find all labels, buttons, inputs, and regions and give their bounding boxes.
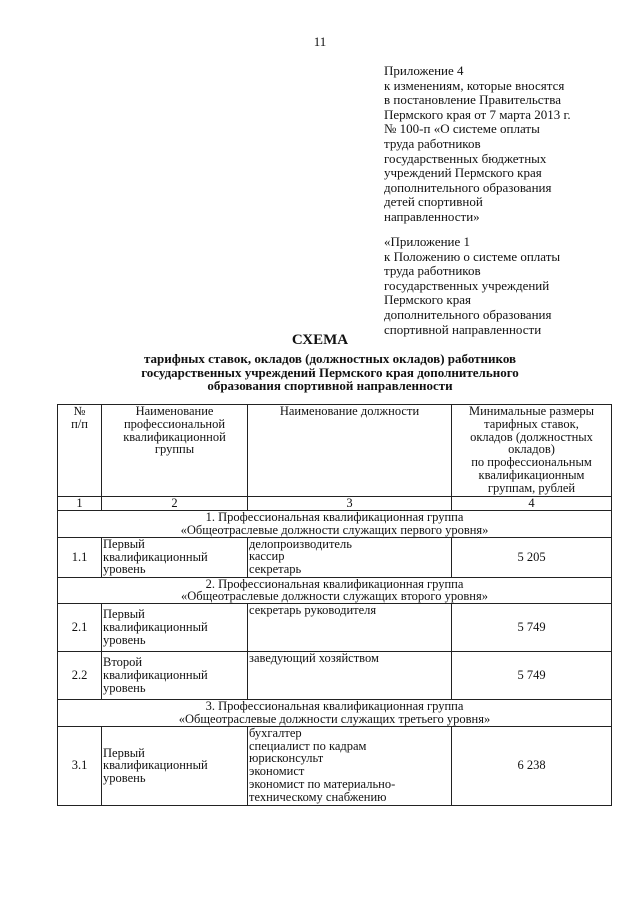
table-row [58, 537, 612, 577]
position-name: бухгалтер [249, 725, 302, 740]
subtitle-line: тарифных ставок, окладов (должностных окладов) работников [143, 351, 517, 366]
row-number: 1.1 [58, 537, 102, 577]
positions-cell [248, 604, 452, 652]
row-number: 2.2 [58, 652, 102, 700]
page-number: 11 [313, 34, 327, 49]
qualification-level [102, 652, 248, 700]
position-name: секретарь руководителя [249, 603, 377, 618]
position-name: юрисконсульт [249, 751, 324, 766]
group-heading-line: 1. Профессиональная квалификационная группа [205, 510, 464, 524]
level-line: Первый [103, 536, 145, 551]
appendix-1-line: спортивной направленности [384, 321, 542, 337]
position-name: кассир [249, 549, 285, 564]
level-line: квалификационный [103, 549, 208, 564]
table-row [58, 604, 612, 652]
group-heading-row [58, 577, 612, 604]
position-name: техническому снабжению [249, 789, 387, 804]
header-text: окладов) [508, 442, 555, 457]
column-number: 4 [452, 497, 612, 511]
qualification-level [102, 537, 248, 577]
header-text: п/п [71, 416, 88, 431]
appendix-1-line: «Приложение 1 [384, 234, 471, 249]
group-heading [58, 577, 612, 604]
group-heading-line: «Общеотраслевые должности служащих первого уровня» [180, 522, 489, 537]
header-text: Наименование [135, 404, 214, 418]
group-heading [58, 511, 612, 538]
positions-cell [248, 726, 452, 805]
position-name: специалист по кадрам [249, 738, 367, 753]
appendix-4-line: направленности» [384, 208, 480, 224]
column-number: 2 [102, 497, 248, 511]
header-num [58, 405, 102, 497]
appendix-4-line: дополнительного образования [384, 179, 552, 195]
appendix-4-line: государственных бюджетных [384, 150, 547, 166]
row-number: 2.1 [58, 604, 102, 652]
column-number: 1 [58, 497, 102, 511]
qualification-level [102, 604, 248, 652]
group-heading-row [58, 700, 612, 727]
group-heading-line: «Общеотраслевые должности служащих второго уровня» [181, 589, 488, 604]
header-position [248, 405, 452, 497]
appendix-1-line: Пермского края [384, 292, 471, 308]
positions-cell [248, 537, 452, 577]
subtitle-line: государственных учреждений Пермского края дополнительного [141, 364, 519, 380]
appendix-4-line: № 100-п «О системе оплаты [384, 121, 540, 137]
subtitle-line: образования спортивной направленности [207, 378, 453, 394]
group-heading-line: «Общеотраслевые должности служащих третьего уровня» [178, 711, 491, 726]
group-heading [58, 700, 612, 727]
level-line: уровень [103, 562, 146, 577]
level-line: уровень [103, 681, 146, 696]
position-name: экономист по материально- [249, 776, 396, 791]
group-heading-line: 3. Профессиональная квалификационная группа [205, 699, 464, 714]
level-line: уровень [103, 771, 146, 786]
appendix-1-line: труда работников [384, 263, 481, 279]
appendix-1-line: к Положению о системе оплаты [384, 248, 561, 264]
header-salary [452, 405, 612, 497]
level-line: уровень [103, 633, 146, 648]
appendix-4-line: Пермского края от 7 марта 2013 г. [384, 106, 571, 122]
appendix-4-line: в постановление Правительства [384, 92, 561, 108]
salary-value: 6 238 [452, 726, 612, 805]
appendix-1-line: государственных учреждений [384, 277, 550, 293]
appendix-4-line: Приложение 4 [384, 63, 464, 78]
qualification-level [102, 726, 248, 805]
level-line: квалификационный [103, 668, 208, 683]
level-line: квалификационный [103, 758, 208, 773]
header-text: квалификационной [123, 429, 226, 444]
appendix-4-line: детей спортивной [384, 194, 483, 210]
salary-scheme-table [57, 404, 612, 806]
appendix-1-header [384, 235, 624, 337]
table-row [58, 652, 612, 700]
header-text: окладов (должностных [470, 429, 593, 444]
header-text: тарифных ставок, [484, 416, 579, 431]
position-name: заведующий хозяйством [249, 651, 379, 666]
appendix-1-line: дополнительного образования [384, 306, 552, 322]
salary-value: 5 749 [452, 652, 612, 700]
appendix-4-line: к изменениям, которые вносятся [384, 77, 565, 93]
row-number: 3.1 [58, 726, 102, 805]
group-heading-line: 2. Профессиональная квалификационная группа [205, 576, 464, 591]
header-text: № [73, 404, 86, 418]
position-name: экономист [249, 764, 305, 779]
column-numbers-row [58, 497, 612, 511]
header-text: Наименование должности [279, 404, 420, 418]
header-text: Минимальные размеры [468, 404, 595, 418]
level-line: Второй [103, 655, 143, 670]
appendix-4-header [384, 64, 624, 225]
header-text: профессиональной [123, 416, 226, 431]
header-group [102, 405, 248, 497]
salary-value: 5 205 [452, 537, 612, 577]
position-name: делопроизводитель [249, 536, 352, 551]
table-row [58, 726, 612, 805]
salary-value: 5 749 [452, 604, 612, 652]
header-text: по профессиональным [471, 455, 592, 470]
appendix-4-line: труда работников [384, 135, 481, 151]
position-name: секретарь [249, 562, 302, 577]
level-line: квалификационный [103, 620, 208, 635]
header-text: группы [154, 442, 195, 457]
document-title: СХЕМА [291, 332, 349, 348]
level-line: Первый [103, 745, 145, 760]
level-line: Первый [103, 607, 145, 622]
table-header-row [58, 405, 612, 497]
header-text: квалификационным [478, 467, 585, 482]
document-subtitle [90, 352, 570, 393]
group-heading-row [58, 511, 612, 538]
appendix-4-line: учреждений Пермского края [384, 165, 542, 181]
column-number: 3 [248, 497, 452, 511]
header-text: группам, рублей [487, 480, 576, 495]
positions-cell [248, 652, 452, 700]
